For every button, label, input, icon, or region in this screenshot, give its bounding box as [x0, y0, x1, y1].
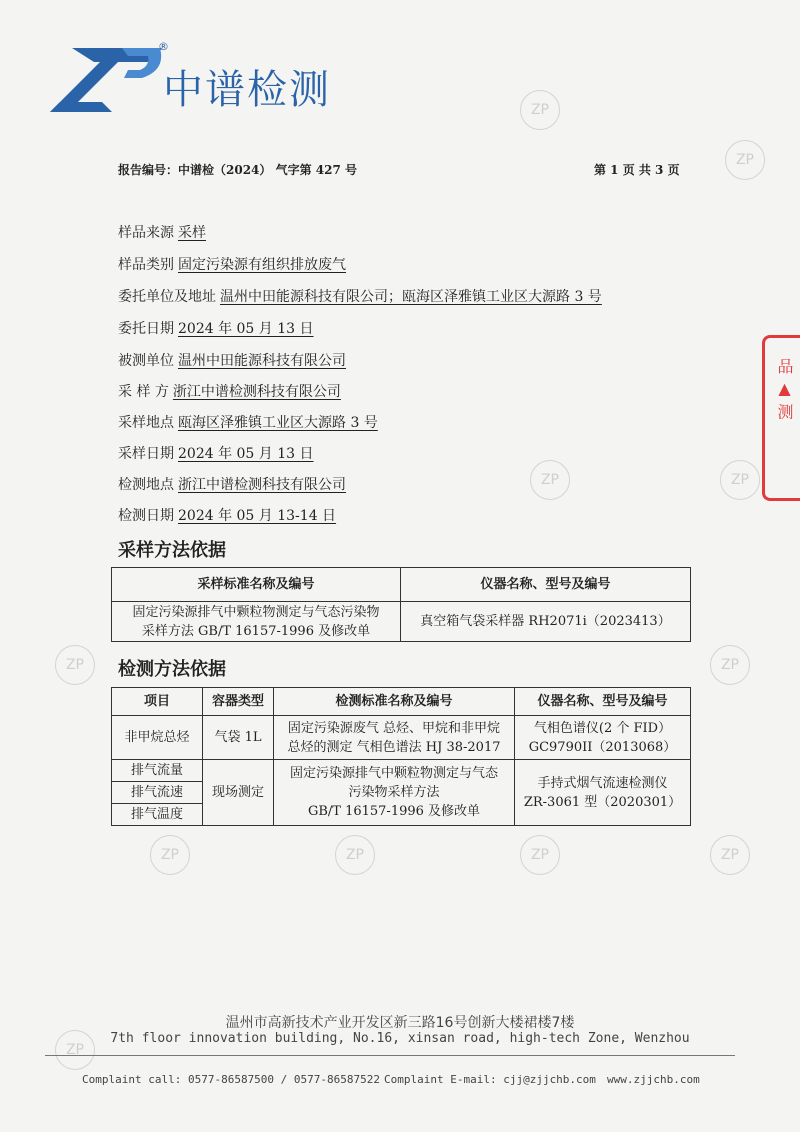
- website-link[interactable]: www.zjjchb.com: [607, 1073, 700, 1086]
- footer-address-cn: 温州市高新技术产业开发区新三路16号创新大楼裙楼7楼: [225, 1015, 575, 1031]
- watermark-icon: ZP: [335, 835, 375, 875]
- field-tested-unit: 被测单位 温州中田能源科技有限公司: [118, 353, 346, 369]
- watermark-icon: ZP: [520, 835, 560, 875]
- standard-cell: 固定污染源废气 总烃、甲烷和非甲烷 总烃的测定 气相色谱法 HJ 38-2017: [274, 716, 515, 760]
- header-sampling-instrument: 仪器名称、型号及编号: [401, 568, 691, 602]
- watermark-icon: ZP: [150, 835, 190, 875]
- item-cell: 排气温度: [112, 804, 203, 826]
- header-container: 容器类型: [203, 688, 274, 716]
- container-cell: 现场测定: [203, 760, 274, 826]
- complaint-email: Complaint E-mail: cjj@zjjchb.com: [384, 1073, 596, 1086]
- instrument-cell: 手持式烟气流速检测仪 ZR-3061 型（2020301）: [515, 760, 691, 826]
- watermark-icon: ZP: [520, 90, 560, 130]
- page-info: 第 1 页 共 3 页: [594, 163, 680, 177]
- company-name: 中谱检测: [163, 67, 331, 113]
- red-seal-fragment: 品 ▲ 测: [762, 335, 800, 501]
- header-standard: 检测标准名称及编号: [274, 688, 515, 716]
- company-logo: [42, 40, 167, 120]
- container-cell: 气袋 1L: [203, 716, 274, 760]
- sampling-method-table: [111, 567, 691, 642]
- complaint-call: Complaint call: 0577-86587500 / 0577-86587522: [82, 1073, 381, 1086]
- field-sample-type: 样品类别 固定污染源有组织排放废气: [118, 257, 346, 273]
- field-testing-site: 检测地点 浙江中谱检测科技有限公司: [118, 477, 346, 493]
- field-client: 委托单位及地址 温州中田能源科技有限公司；瓯海区泽雅镇工业区大源路 3 号: [118, 289, 602, 305]
- header-sampling-standard: 采样标准名称及编号: [112, 568, 401, 602]
- field-sampling-site: 采样地点 瓯海区泽雅镇工业区大源路 3 号: [118, 415, 378, 431]
- watermark-icon: ZP: [725, 140, 765, 180]
- header-instrument: 仪器名称、型号及编号: [515, 688, 691, 716]
- field-sampler: 采 样 方 浙江中谱检测科技有限公司: [118, 384, 341, 400]
- watermark-icon: ZP: [710, 645, 750, 685]
- watermark-icon: ZP: [720, 460, 760, 500]
- footer-address-en: 7th floor innovation building, No.16, xinsan road, high-tech Zone, Wenzhou: [110, 1031, 690, 1046]
- watermark-icon: ZP: [55, 1030, 95, 1070]
- section-title-detection: 检测方法依据: [118, 659, 226, 680]
- field-commission-date: 委托日期 2024 年 05 月 13 日: [118, 321, 314, 337]
- item-cell: 排气流速: [112, 782, 203, 804]
- standard-cell: 固定污染源排气中颗粒物测定与气态 污染物采样方法 GB/T 16157-1996 及修改单: [274, 760, 515, 826]
- header-item: 项目: [112, 688, 203, 716]
- watermark-icon: ZP: [710, 835, 750, 875]
- footer-divider: [45, 1055, 735, 1056]
- watermark-icon: ZP: [55, 645, 95, 685]
- report-number: 报告编号：中谱检（2024） 气字第 427 号: [118, 163, 357, 177]
- instrument-cell: 气相色谱仪(2 个 FID） GC9790II（2013068）: [515, 716, 691, 760]
- sampling-standard-cell: 固定污染源排气中颗粒物测定与气态污染物 采样方法 GB/T 16157-1996 及修改单: [112, 602, 401, 642]
- detection-method-table: [111, 687, 691, 826]
- section-title-sampling: 采样方法依据: [118, 540, 226, 561]
- field-sampling-date: 采样日期 2024 年 05 月 13 日: [118, 446, 314, 462]
- item-cell: 非甲烷总烃: [112, 716, 203, 760]
- registered-mark: ®: [158, 40, 169, 53]
- watermark-icon: ZP: [530, 460, 570, 500]
- item-cell: 排气流量: [112, 760, 203, 782]
- field-sample-source: 样品来源 采样: [118, 225, 206, 241]
- sampling-instrument-cell: 真空箱气袋采样器 RH2071i（2023413）: [401, 602, 691, 642]
- field-testing-date: 检测日期 2024 年 05 月 13-14 日: [118, 508, 337, 524]
